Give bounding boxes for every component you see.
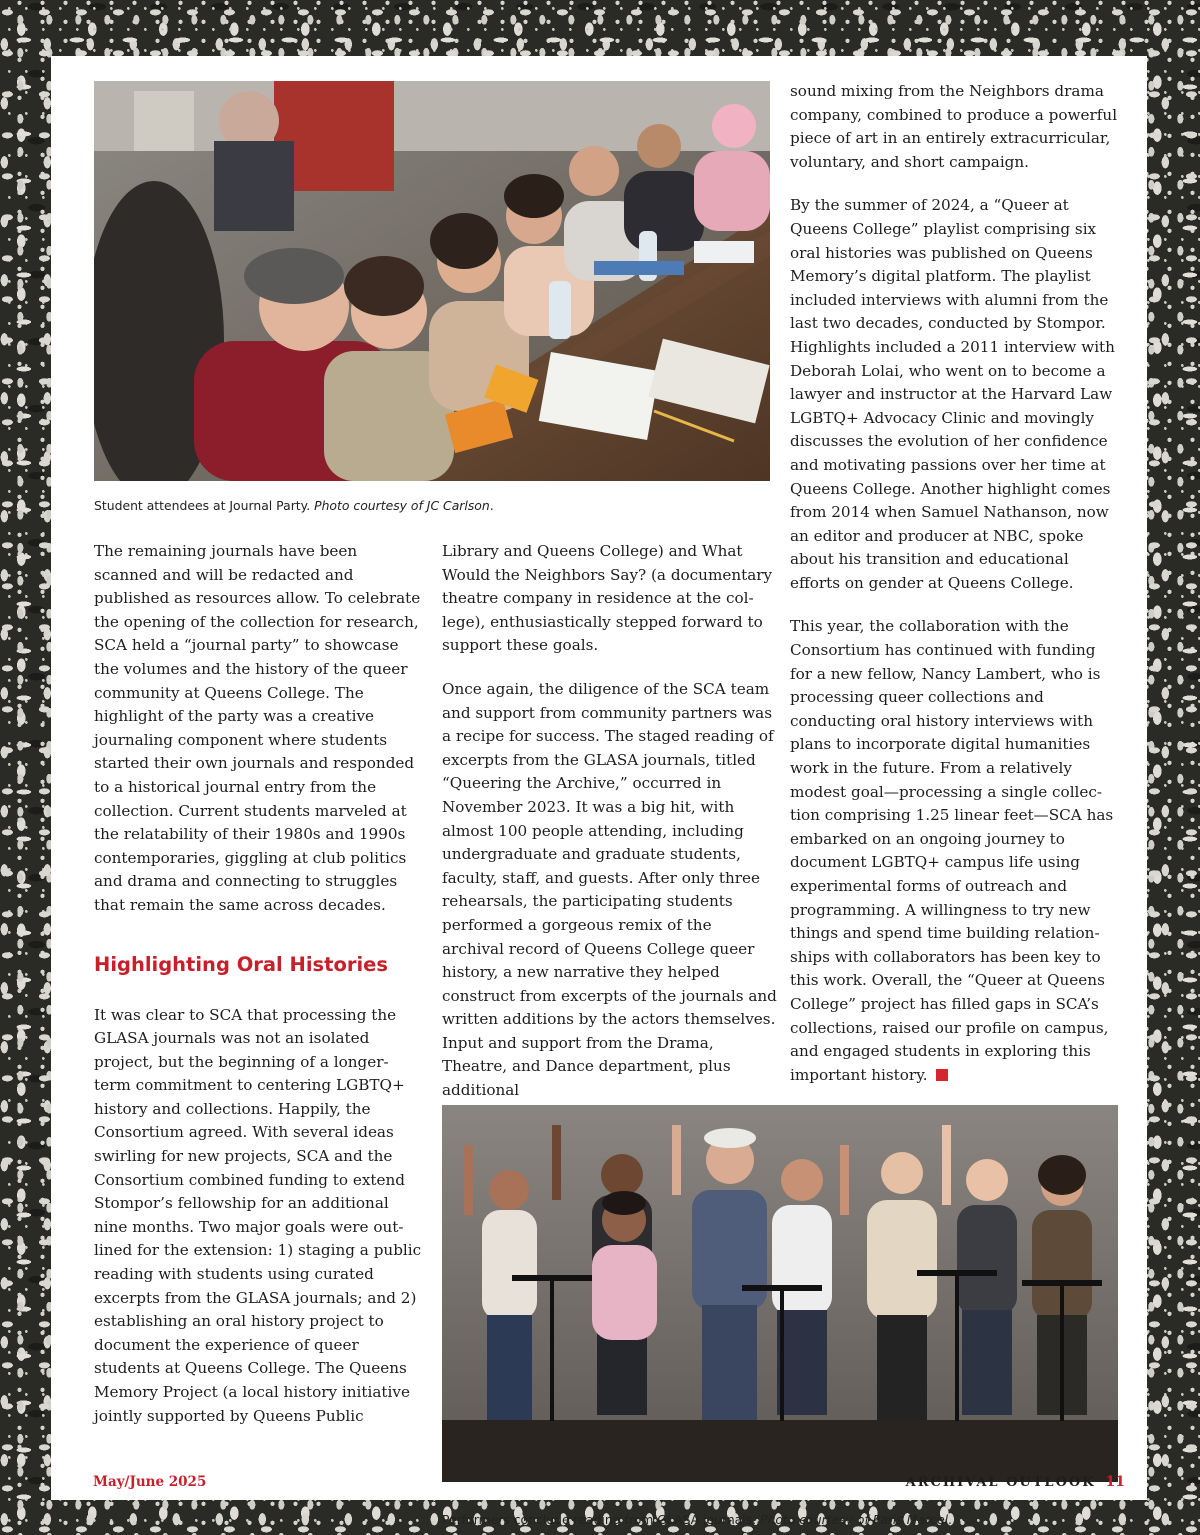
bottom-photo-credit: Photo courtesy of Paris Marcel — [760, 1512, 949, 1527]
performers-photo — [442, 1105, 1118, 1482]
column-2 — [442, 540, 777, 1123]
bottom-photo-caption: Performers conclude reading from GLASA journals. Photo courtesy of Paris Marcel. — [442, 1512, 952, 1527]
col1-paragraph-1: The remaining journals have been scanned and will be redacted and published as resources allow. To celebrate the opening of the collection for research, SCA held a “journal party” to showcase the volumes and the history of the queer community at Queens College. The highlight of the party was a creative journaling component where students started their own journals and responded to a historical journal entry from the collection. Current students marveled at the relatability of their 1980s and 1990s contemporaries, giggling at club politics and drama and connecting to struggles that remain the same across decades. — [94, 542, 421, 914]
top-photo-caption: Student attendees at Journal Party. Photo courtesy of JC Carlson. — [94, 498, 494, 513]
column-3 — [790, 80, 1120, 1107]
publication-name: ARCHIVAL OUTLOOK — [905, 1475, 1096, 1490]
col1-paragraph-2: It was clear to SCA that processing the GLASA journals was not an isolated project, but the beginning of a longer-term commitment to centering LGBTQ+ history and collections. Happily, the Consortium agreed. With several ideas swirling for new projects, SCA and the Consortium combined funding to extend Stompor’s fellowship for an additional nine months. Two major goals were outlined for the extension: 1) staging a public reading with students using curated excerpts from the GLASA journals; and 2) establishing an oral history project to document the experience of queer students at Queens College. The Queens Memory Project (a local history initiative jointly supported by Queens Public — [94, 1005, 422, 1425]
photo-icon — [94, 81, 770, 481]
article-end-mark — [936, 1069, 948, 1081]
col2-paragraph-1: Library and Queens College) and What Would the Neighbors Say? (a documentary theatre company in residence at the college), enthusiastically stepped forward to support these goals. — [442, 542, 773, 655]
section-heading-oral-histories: Highlighting Oral Histories — [94, 952, 388, 976]
page-number: 11 — [1105, 1474, 1125, 1490]
publication-footer — [906, 1474, 1125, 1490]
col3-paragraph-3: This year, the collaboration with the Consortium has continued with funding for a new fellow, Nancy Lambert, who is processing queer collections and conducting oral history interviews with plans to incorporate digital humanities work in the future. From a relatively modest goal—processing a single collection comprising 1.25 linear feet—SCA has embarked on an ongoing journey to document LGBTQ+ campus life using experimental forms of outreach and programming. A willingness to try new things and spend time building relationships with collaborators has been key to this work. Overall, the “Queer at Queens College” project has filled gaps in SCA’s collections, raised our profile on campus, and engaged students in exploring this important history. — [790, 617, 1114, 1084]
col3-paragraph-2: By the summer of 2024, a “Queer at Queens College” playlist comprising six oral histories was published on Queens Memory’s digital platform. The playlist included interviews with alumni from the last two decades, conducted by Stompor. Highlights included a 2011 interview with Deborah Lolai, who went on to become a lawyer and instructor at the Harvard Law LGBTQ+ Advocacy Clinic and movingly discusses the evolution of her confidence and motivating passions over her time at Queens College. Another highlight comes from 2014 when Samuel Nathanson, now an editor and producer at NBC, spoke about his transition and educational efforts on gender at Queens College. — [790, 196, 1115, 592]
issue-date: May/June 2025 — [93, 1474, 207, 1490]
col3-paragraph-1: sound mixing from the Neighbors drama company, combined to produce a powerful piece of art in an entirely extracurricular, voluntary, and short campaign. — [790, 82, 1118, 171]
top-photo-credit: Photo courtesy of JC Carlson — [314, 498, 490, 513]
photo-icon — [442, 1105, 1118, 1482]
journal-party-photo — [94, 81, 770, 481]
column-1 — [94, 540, 424, 1448]
col2-paragraph-2: Once again, the diligence of the SCA team and support from community partners was a recipe for success. The staged reading of excerpts from the GLASA journals, titled “Queering the Archive,” occurred in November 2023. It was a big hit, with almost 100 people attending, including undergraduate and graduate students, faculty, staff, and guests. After only three rehearsals, the participating students performed a gorgeous remix of the archival record of Queens College queer history, a new narrative they helped construct from excerpts of the journals and written additions by the actors themselves. Input and support from the Drama, Theatre, and Dance department, plus additional — [442, 679, 777, 1100]
